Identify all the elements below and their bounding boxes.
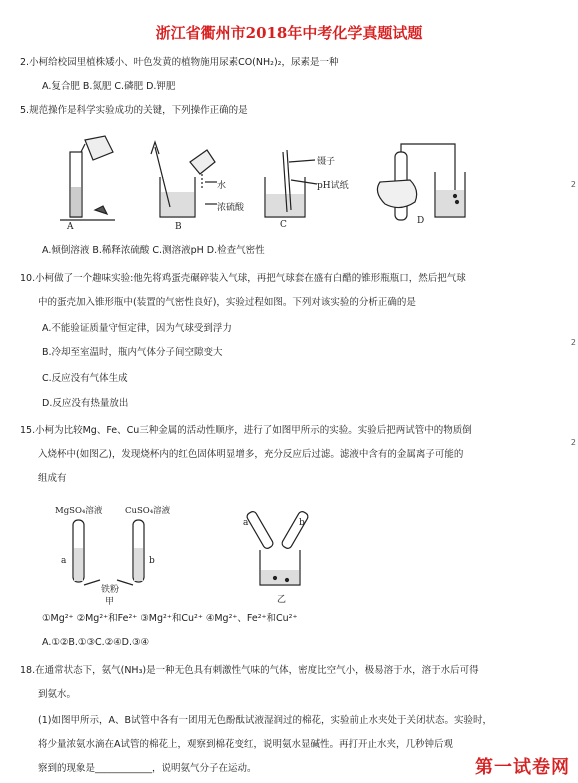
question-10-option-a: A.不能验证质量守恒定律，因为气球受到浮力 — [42, 323, 232, 334]
page-title: 浙江省衢州市2018年中考化学真题试题 — [155, 24, 423, 42]
test-tubes-jia — [73, 520, 144, 585]
question-15-options: A.①②B.①③C.②④D.③④ — [42, 637, 150, 648]
figure-label-yi: 乙 — [277, 595, 287, 605]
margin-mark: 2 — [570, 438, 576, 447]
airtightness-diagram — [377, 144, 465, 220]
figure-label-jia: 甲 — [105, 597, 115, 607]
figure-label-a: A — [67, 222, 74, 232]
question-18-part-1-line-1: (1)如图甲所示，A、B试管中各有一团用无色酚酞试液湿润过的棉花，实验前止水夹处于关闭状态。实验时， — [38, 715, 492, 726]
figure-label-b: B — [175, 222, 182, 232]
margin-mark: 2 — [570, 338, 576, 347]
figure-label-iron-powder: 铁粉 — [101, 585, 120, 595]
question-5-options: A.倾倒溶液 B.稀释浓硫酸 C.测溶液pH D.检查气密性 — [42, 245, 265, 256]
figure-label-water: 水 — [217, 181, 227, 191]
figure-label-tube-b: b — [149, 556, 155, 566]
question-2-options: A.复合肥 B.氮肥 C.磷肥 D.钾肥 — [42, 81, 176, 92]
figure-label-tube-b2: b — [299, 518, 305, 528]
question-18-part-1-line-2: 将少量浓氨水滴在A试管的棉花上，观察到棉花变红，说明氨水显碱性。再打开止水夹，几秒钟后观 — [38, 739, 454, 750]
question-18-stem-line-1: 18.在通常状态下，氨气(NH₃)是一种无色具有刺激性气味的气体，密度比空气小，极易溶于水，溶于水后可得 — [20, 665, 479, 676]
question-10-option-c: C.反应没有气体生成 — [42, 373, 128, 384]
question-15-stem-line-2: 入烧杯中(如图乙)，发现烧杯内的红色固体明显增多，充分反应后过滤。滤液中含有的金属离子可能的 — [38, 449, 464, 460]
question-15-figure — [55, 500, 315, 607]
figure-label-tube-a: a — [61, 556, 67, 566]
figure-label-tube-a2: a — [243, 518, 249, 528]
figure-label-ph-paper: pH试纸 — [317, 181, 349, 191]
question-18-stem-line-2: 到氨水。 — [38, 689, 77, 700]
question-5-figure — [55, 132, 495, 242]
question-15-choices: ①Mg²⁺ ②Mg²⁺和Fe²⁺ ③Mg²⁺和Cu²⁺ ④Mg²⁺、Fe²⁺和Cu²⁺ — [42, 613, 298, 624]
margin-mark: 2 — [570, 180, 576, 189]
question-10-option-d: D.反应没有热量放出 — [42, 398, 129, 409]
figure-label-d: D — [417, 216, 425, 226]
ph-test-diagram — [265, 150, 317, 217]
dilution-diagram — [151, 142, 217, 217]
figure-label-c: C — [280, 220, 287, 230]
question-2-stem: 2.小柯给校园里植株矮小、叶色发黄的植物施用尿素CO(NH₂)₂，尿素是一种 — [20, 57, 339, 68]
site-watermark: 第一试卷网 — [475, 757, 570, 778]
question-10-stem-line-1: 10.小柯做了一个趣味实验:他先将鸡蛋壳碾碎装入气球，再把气球套在盛有白醋的锥形瓶瓶口，然后把气球 — [20, 273, 466, 284]
figure-label-acid: 浓硫酸 — [217, 203, 245, 213]
question-15-stem-line-3: 组成有 — [38, 473, 67, 484]
question-15-stem-line-1: 15.小柯为比较Mg、Fe、Cu三种金属的活动性顺序，进行了如图甲所示的实验。实验后把两试管中的物质倒 — [20, 425, 472, 436]
figure-label-tweezers: 镊子 — [317, 157, 336, 167]
question-5-stem: 5.规范操作是科学实验成功的关键，下列操作正确的是 — [20, 105, 248, 116]
question-10-option-b: B.冷却至室温时，瓶内气体分子间空隙变大 — [42, 347, 223, 358]
question-10-stem-line-2: 中的蛋壳加入锥形瓶中(装置的气密性良好)，实验过程如图。下列对该实验的分析正确的是 — [38, 297, 416, 308]
question-18-part-1-line-3: 察到的现象是____________，说明氨气分子在运动。 — [38, 763, 257, 774]
figure-label-cuso4: CuSO₄溶液 — [125, 506, 171, 516]
figure-label-mgso4: MgSO₄溶液 — [55, 506, 103, 516]
pouring-diagram — [60, 136, 115, 220]
